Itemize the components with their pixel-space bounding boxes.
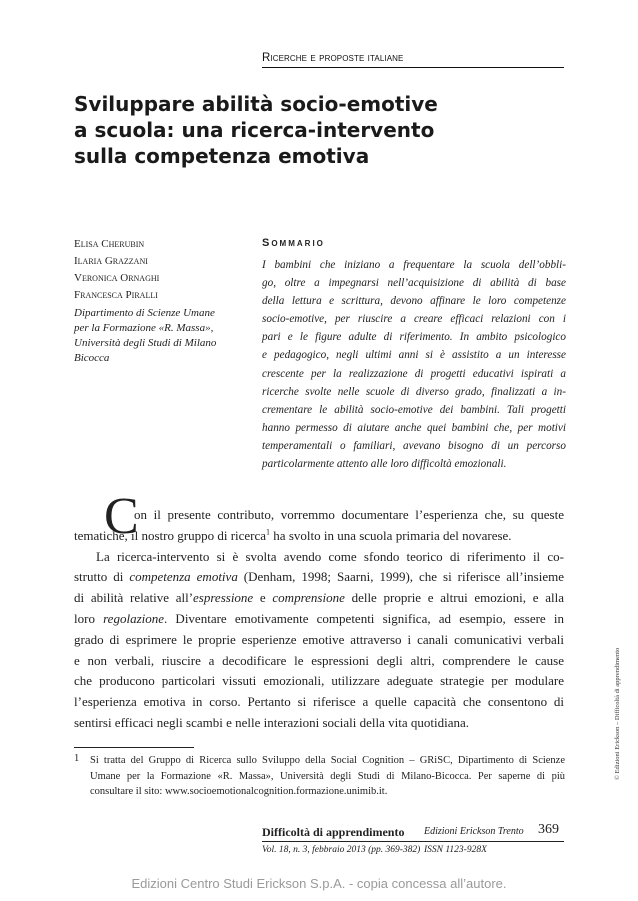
summary-line: ricerche svolte nelle scuole di diverso grado, finalizzati a in- bbox=[262, 385, 566, 398]
body-line: l’esperienza emotiva in corso. Pertanto si riferisce a quelle capacità che consentono di bbox=[74, 694, 564, 710]
footnote-rule bbox=[74, 747, 194, 748]
body-emphasis: regolazione bbox=[103, 610, 165, 626]
journal-name: Difficoltà di apprendimento bbox=[262, 825, 405, 839]
footnote-number: 1 bbox=[74, 753, 80, 764]
volume-info: Vol. 18, n. 3, febbraio 2013 (pp. 369-382) bbox=[262, 845, 421, 855]
summary-line: particolarmente attento alle loro difficoltà emozionali. bbox=[262, 458, 507, 471]
header-rule bbox=[262, 67, 564, 68]
article-title bbox=[74, 91, 494, 169]
body-span: loro bbox=[74, 610, 104, 626]
summary-line: go, oltre a impegnarsi nell’acquisizione di abilità di base bbox=[262, 277, 566, 290]
watermark: Edizioni Centro Studi Erickson S.p.A. - copia concessa all’autore. bbox=[131, 876, 507, 891]
body-span: (Denham, 1998; Saarni, 1999), che si riferisce all’insieme bbox=[237, 569, 564, 585]
affiliation-line: per la Formazione «R. Massa», bbox=[74, 322, 214, 334]
title-line: sulla competenza emotiva bbox=[74, 144, 370, 168]
summary-text bbox=[262, 256, 566, 473]
affiliation-line: Dipartimento di Scienze Umane bbox=[74, 307, 215, 319]
affiliation-line: Università degli Studi di Milano bbox=[74, 337, 217, 349]
side-copyright: © Edizioni Erickson – Difficoltà di apprendimento bbox=[614, 647, 621, 780]
body-span: . Diventare emotivamente competenti significa, ad esempio, essere in bbox=[164, 610, 564, 626]
footnote-line: Si tratta del Gruppo di Ricerca sullo Sviluppo della Social Cognition – GRiSC, Dipartimento di Scienze bbox=[90, 755, 565, 766]
body-span: tematiche, il nostro gruppo di ricerca bbox=[74, 527, 267, 543]
body-line bbox=[74, 588, 564, 609]
author-name: Veronica Ornaghi bbox=[74, 272, 160, 284]
summary-line: socio-emotive, per riuscire a creare efficaci relazioni con i bbox=[262, 313, 566, 326]
summary-line: crescente per la realizzazione di progetti educativi ispirati a bbox=[262, 367, 566, 380]
body-span: di abilità relative all’ bbox=[74, 590, 194, 606]
drop-cap: C bbox=[104, 488, 139, 545]
summary-line: della lettura e scrittura, devono affinare le loro competenze bbox=[262, 295, 566, 308]
publisher: Edizioni Erickson Trento bbox=[424, 826, 524, 837]
summary-line: I bambini che iniziano a frequentare la scuola dell’obbli- bbox=[262, 259, 566, 271]
body-line: che producono particolari vissuti emozionali, utilizzare adeguate strategie per modulare bbox=[74, 673, 564, 689]
author-name: Elisa Cherubin bbox=[74, 238, 145, 250]
author-name: Francesca Piralli bbox=[74, 289, 158, 301]
footnote-line: Umane per la Formazione «R. Massa», Università degli Studi di Milano-Bicocca. Per saperne di più bbox=[90, 770, 565, 782]
footnote-ref[interactable]: 1 bbox=[266, 527, 271, 537]
body-emphasis: competenza emotiva bbox=[129, 569, 238, 585]
page-number: 369 bbox=[538, 822, 559, 837]
title-line: a scuola: una ricerca-intervento bbox=[74, 118, 435, 142]
body-line bbox=[74, 567, 564, 588]
affiliation bbox=[74, 306, 246, 366]
authors-block bbox=[74, 236, 246, 366]
body-emphasis: comprensione bbox=[272, 590, 345, 606]
affiliation-line: Bicocca bbox=[74, 352, 110, 364]
summary-heading: Sommario bbox=[262, 237, 325, 249]
body-span: strutto di bbox=[74, 569, 130, 585]
summary-line: pari e le figure adulte di riferimento. In ambito psicologico bbox=[262, 331, 566, 344]
body-line: grado di esprimere le proprie esperienze emotive attraverso i canali comunicativi verbali bbox=[74, 631, 564, 647]
body-emphasis: espressione bbox=[193, 590, 254, 606]
footnote-line[interactable]: consultare il sito: www.socioemotionalcognition.formazione.unimib.it. bbox=[90, 786, 388, 797]
body-line: e non verbali, riuscire a decodificare le espressioni degli altri, comprendere le cause bbox=[74, 652, 564, 668]
body-line: on il presente contributo, vorremmo documentare l’esperienza che, su queste bbox=[134, 507, 564, 522]
body-line: La ricerca-intervento si è svolta avendo come sfondo teorico di riferimento il co- bbox=[96, 548, 564, 564]
summary-line: temperamentali o familiari, avevano bisogno di un percorso bbox=[262, 439, 566, 452]
issn: ISSN 1123-928X bbox=[424, 845, 487, 855]
footnote-text bbox=[90, 753, 565, 800]
body-text bbox=[74, 488, 564, 734]
body-span: ha svolto in una scuola primaria del novarese. bbox=[270, 527, 512, 543]
side-copyright-wrap bbox=[614, 647, 624, 781]
body-span: e bbox=[253, 590, 273, 606]
body-line: sentirsi efficaci negli scambi e nelle interazioni sociali della vita quotidiana. bbox=[74, 714, 470, 730]
summary-line: crementare le abilità socio-emotive dei bambini. Tali progetti bbox=[262, 403, 566, 416]
footer-rule bbox=[262, 841, 564, 842]
author-name: Ilaria Grazzani bbox=[74, 255, 148, 267]
body-span: delle proprie e altrui emozioni, e alla bbox=[344, 590, 564, 606]
running-header: Ricerche e proposte italiane bbox=[262, 52, 404, 64]
summary-line: hanno permesso di aiutare anche quei bambini che, per motivi bbox=[262, 421, 566, 434]
summary-line: e pedagogico, negli ultimi anni si è assistito a un interesse bbox=[262, 349, 566, 362]
body-line bbox=[74, 609, 564, 630]
body-line bbox=[74, 526, 564, 547]
title-line: Sviluppare abilità socio-emotive bbox=[74, 92, 438, 116]
